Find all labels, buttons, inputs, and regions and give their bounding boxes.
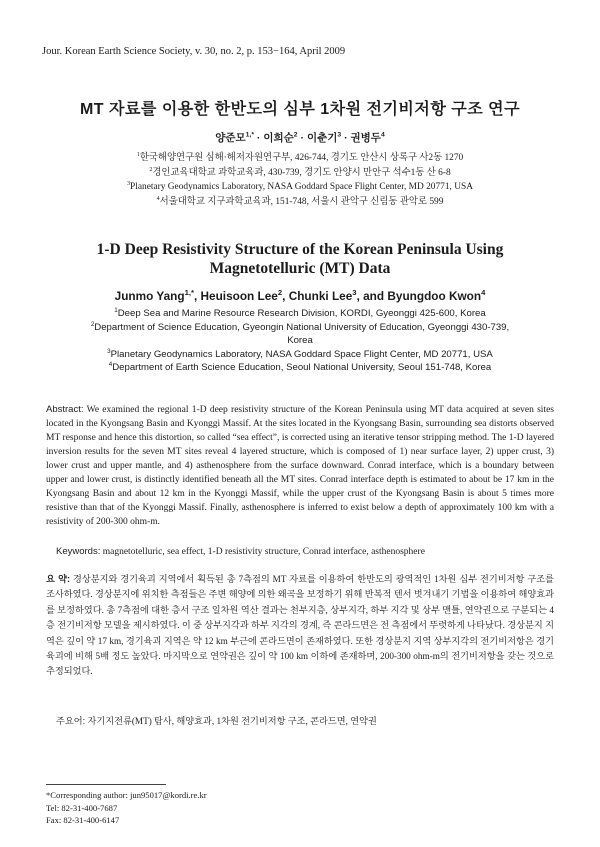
korean-abstract-text: 경상분지와 경기육괴 지역에서 획득된 총 7측점의 MT 자료를 이용하여 한반도의 광역적인 1차원 심부 전기비저항 구조를 조사하였다. 경상분지에 위치한 측점들은 주변 해양에 의한 왜곡을 보정하기 위해 반복적 텐서 벗겨내기 기법을 이용하여 해양효과를 보정하였다. 총 7측점에 대한 층서 구조 일차원 역산 결과는 천부지층, 상부지각, 하부 지각 및 상부 맨틀, 연약권으로 구분되는 4층 전기비저항 모델을 제시하였다. 이 중 상부지각과 하부 지각의 경계, 즉 콘라드면은 전 측점에서 뚜렷하게 나타났다. 경상분지 지역은 깊이 약 17 km, 경기육괴 지역은 약 12 km 부근에 콘라드면이 존재하였다. 또한 경상분지 지역 상부지각의 전기비저항은 경기육괴에 비해 5배 정도 높았다. 마지막으로 연약권은 깊이 약 100 km 이하에 존재하며, 200-300 ohm-m의 전기비저항을 갖는 것으로 추정되었다.	[46, 574, 554, 677]
english-affiliation: $^2$Department of Science Education, Gyeongin National University of Education, Gyeonggi 430-739, Korea	[90, 320, 510, 347]
keywords	[56, 546, 554, 557]
english-title	[0, 240, 600, 278]
footnote-divider	[46, 784, 166, 785]
english-authors	[0, 289, 600, 303]
korean-affiliations	[0, 151, 600, 209]
korean-keywords-label: 주요어:	[56, 716, 86, 726]
korean-abstract-label: 요 약:	[46, 574, 71, 584]
abstract	[46, 403, 554, 529]
korean-affiliation: $^4$서울대학교 지구과학교육과, 151-748, 서울시 관악구 신림동 관악로 599	[156, 195, 444, 207]
english-author: Byungdoo Kwon$^4$	[387, 288, 486, 303]
english-affiliations	[80, 307, 520, 375]
korean-author: 이희순$^2$ ·	[263, 131, 307, 144]
corresponding-author: *Corresponding author: jun95017@kordi.re.kr	[46, 790, 207, 800]
abstract-label: Abstract:	[46, 404, 84, 415]
english-author: Chunki Lee$^3$, and	[288, 288, 388, 303]
korean-author: 이춘기$^3$ ·	[306, 131, 351, 144]
english-affiliation: $^3$Planetary Geodynamics Laboratory, NASA Goddard Space Flight Center, MD 20771, USA	[107, 347, 493, 360]
english-title-line: 1-D Deep Resistivity Structure of the Korean Peninsula Using	[96, 241, 504, 258]
telephone: Tel: 82-31-400-7687	[46, 802, 118, 813]
journal-citation: Jour. Korean Earth Science Society, v. 30, no. 2, p. 153−164, April 2009	[42, 46, 346, 57]
korean-author: 양준모$^{1,*}$ ·	[215, 131, 264, 144]
korean-keywords-text: 자기지전류(MT) 탐사, 해양효과, 1차원 전기비저항 구조, 콘라드면, 연약권	[87, 716, 377, 726]
keywords-label: Keywords:	[56, 546, 101, 557]
korean-affiliation: $^2$경인교육대학교 과학교육과, 430-739, 경기도 안양시 만안구 석수1동 산 6-8	[149, 166, 451, 178]
korean-affiliation: $^1$한국해양연구원 심해·해저자원연구부, 426-744, 경기도 안산시 상록구 사2동 1270	[136, 151, 464, 163]
korean-title: MT 자료를 이용한 한반도의 심부 1차원 전기비저항 구조 연구	[79, 101, 521, 118]
korean-affiliation: $^3$Planetary Geodynamics Laboratory, NASA Goddard Space Flight Center, MD 20771, USA	[126, 181, 473, 193]
english-author: Junmo Yang$^{1,*}$,	[114, 288, 201, 303]
english-title-line: Magnetotelluric (MT) Data	[209, 260, 391, 277]
abstract-text: We examined the regional 1-D deep resistivity structure of the Korean Peninsula using MT data acquired at seven sites located in the Kyongsang Basin and Kyonggi Massif. At the sites located in the Kyongsang Basin, surrounding sea distorts observed MT response and hence this distortion, so called “sea effect”, is corrected using an iterative tensor stripping method. The 1-D layered inversion results for the seven MT sites reveal 4 layered structure, which is composed of 1) near surface layer, 2) upper crust, 3) lower crust and upper mantle, and 4) asthenosphere from the surface downward. Conrad interface, which is a boundary between upper and lower crust, is distinctly identified beneath all the MT sites. Conrad interface depth is estimated to about be 17 km in the Kyongsang Basin and about 12 km in the Kyonggi Massif, while the upper crust of the Kyongsang Basin is about 5 times more resistive than that of the Kyonggi Massif. Finally, asthenosphere is inferred to exist below a depth of approximately 100 km with a resistivity of 200-300 ohm-m.	[46, 405, 554, 528]
korean-abstract	[46, 572, 554, 680]
keywords-text: magnetotelluric, sea effect, 1-D resistivity structure, Conrad interface, asthenosphere	[102, 547, 425, 557]
fax: Fax: 82-31-400-6147	[46, 815, 120, 826]
english-affiliation: $^4$Department of Earth Science Education, Seoul National University, Seoul 151-748, Korea	[108, 361, 492, 374]
english-affiliation: $^1$Deep Sea and Marine Resource Research Division, KORDI, Gyeonggi 425-600, Korea	[114, 306, 486, 319]
korean-keywords	[56, 713, 554, 727]
korean-authors	[0, 130, 600, 145]
korean-author: 권병두$^4$	[350, 131, 385, 144]
english-author: Heuisoon Lee$^2$,	[200, 288, 289, 303]
footnotes	[46, 789, 207, 827]
